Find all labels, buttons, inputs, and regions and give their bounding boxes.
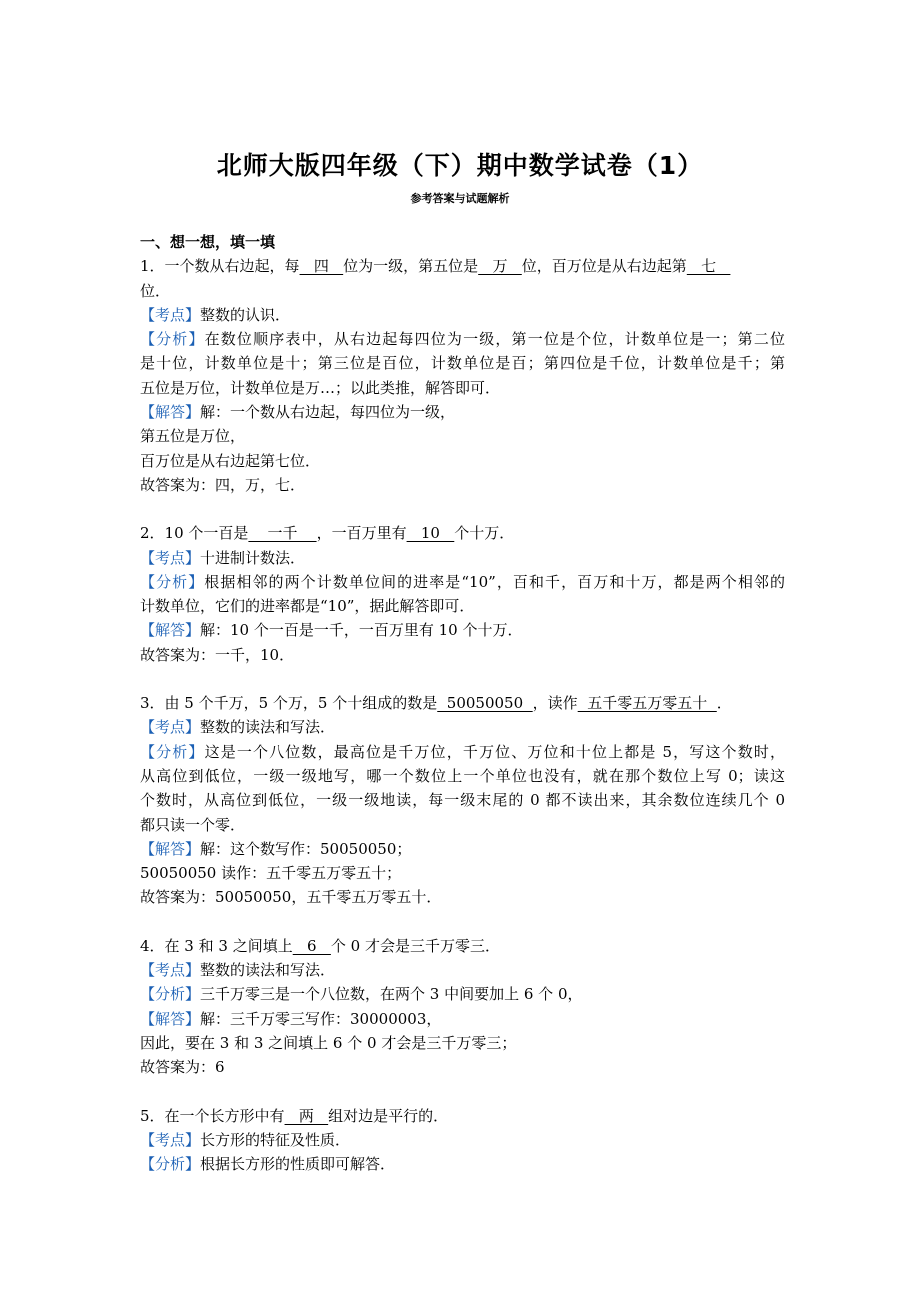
answer-blank: 万 [478,257,522,276]
jieda-text: 百万位是从右边起第七位． [140,451,321,470]
final-answer: 故答案为：一千，10． [140,645,295,664]
fenxi [140,740,785,764]
answer-blank: 五千零五万零五十 [577,694,717,713]
tag-jieda: 【解答】 [140,1009,201,1028]
question-text: 5．在一个长方形中有 [140,1106,285,1125]
fenxi-text: 三千万零三是一个八位数，在两个 3 中间要加上 6 个 0， [200,985,583,1004]
fenxi [140,570,785,594]
fenxi-text: 这是一个八位数，最高位是千万位，千万位、万位和十位上都是 5，写这个数时， [204,742,785,761]
fenxi-text: 都只读一个零． [140,815,246,834]
answer-blank: 四 [299,257,344,276]
answer-blank: 两 [284,1106,329,1125]
fenxi-text: 个数时，从高位到低位，一级一级地读，每一级末尾的 0 都不读出来，其余数位连续几个 0 [140,791,785,810]
tag-kaodian: 【考点】 [140,548,201,567]
tag-jieda: 【解答】 [140,621,201,640]
tag-fenxi: 【分析】 [140,742,205,761]
page-title: 北师大版四年级（下）期中数学试卷（1） [216,151,704,180]
tag-kaodian: 【考点】 [140,1130,201,1149]
kaodian [140,546,785,570]
answer-blank: 七 [686,257,731,276]
fenxi-text: 在数位顺序表中，从右边起每四位为一级，第一位是个位，计数单位是一；第二位 [204,330,785,349]
question-text: 位． [140,281,171,300]
jieda-text: 解：一个数从右边起，每四位为一级， [200,403,456,422]
kaodian [140,303,785,327]
question-text: ，一百万里有 [316,524,407,543]
question-2 [140,521,785,545]
question-text: 组对边是平行的． [328,1106,449,1125]
fenxi [140,1152,785,1176]
kaodian [140,958,785,982]
jieda [140,400,785,424]
tag-kaodian: 【考点】 [140,718,201,737]
tag-fenxi: 【分析】 [140,985,201,1004]
fenxi-text: 五位是万位，计数单位是万…；以此类推，解答即可． [140,378,501,397]
kaodian [140,1128,785,1152]
kaodian-text: 整数的认识． [200,305,291,324]
document-body [140,230,785,1176]
tag-fenxi: 【分析】 [140,572,205,591]
jieda-text: 解：10 个一百是一千，一百万里有 10 个十万． [200,621,523,640]
question-text: 4．在 3 和 3 之间填上 [140,936,293,955]
fenxi-text: 根据相邻的两个计数单位间的进率是“10”，百和千，百万和十万，都是两个相邻的 [204,572,785,591]
answer-blank: 10 [406,524,455,543]
fenxi-text: 是十位，计数单位是十；第三位是百位，计数单位是百；第四位是千位，计数单位是千；第 [140,354,785,373]
kaodian-text: 整数的读法和写法． [200,718,336,737]
kaodian-text: 十进制计数法． [200,548,306,567]
question-text: 1．一个数从右边起，每 [140,257,300,276]
jieda-text: 因此，要在 3 和 3 之间填上 6 个 0 才会是三千万零三； [140,1033,517,1052]
fenxi-text: 根据长方形的性质即可解答． [200,1155,396,1174]
final-answer: 故答案为：四，万，七． [140,475,306,494]
question-4 [140,934,785,958]
question-3 [140,691,785,715]
tag-fenxi: 【分析】 [140,1155,201,1174]
jieda-text: 50050050 读作：五千零五万零五十； [140,864,402,883]
jieda-text: 解：这个数写作：50050050； [200,839,412,858]
tag-kaodian: 【考点】 [140,961,201,980]
question-text: 位为一级，第五位是 [343,257,479,276]
fenxi [140,982,785,1006]
question-5 [140,1104,785,1128]
answer-blank: 一千 [248,524,317,543]
final-answer: 故答案为：6 [140,1058,225,1077]
answer-blank: 6 [292,936,331,955]
question-text: 个 0 才会是三千万零三． [330,936,500,955]
question-1 [140,254,785,278]
kaodian-text: 长方形的特征及性质． [200,1130,351,1149]
question-text: 3．由 5 个千万，5 个万，5 个十组成的数是 [140,694,438,713]
final-answer: 故答案为：50050050，五千零五万零五十． [140,888,442,907]
tag-jieda: 【解答】 [140,403,201,422]
answer-blank: 50050050 [437,694,533,713]
section-heading: 一、想一想，填一填 [140,233,276,251]
jieda-text: 解：三千万零三写作：30000003， [200,1009,442,1028]
jieda [140,618,785,642]
question-text: 个十万． [454,524,515,543]
page-subtitle: 参考答案与试题解析 [410,192,510,205]
fenxi-text: 计数单位，它们的进率都是“10”，据此解答即可． [140,597,475,616]
question-text: 位，百万位是从右边起第 [521,257,687,276]
fenxi [140,327,785,351]
jieda [140,837,785,861]
jieda-text: 第五位是万位， [140,427,246,446]
tag-fenxi: 【分析】 [140,330,205,349]
question-text: 2．10 个一百是 [140,524,249,543]
kaodian-text: 整数的读法和写法． [200,961,336,980]
question-text: ． [716,694,732,713]
tag-jieda: 【解答】 [140,839,201,858]
kaodian [140,715,785,739]
question-text: ，读作 [532,694,578,713]
tag-kaodian: 【考点】 [140,305,201,324]
jieda [140,1007,785,1031]
fenxi-text: 从高位到低位，一级一级地写，哪一个数位上一个单位也没有，就在那个数位上写 0；读这 [140,766,785,785]
